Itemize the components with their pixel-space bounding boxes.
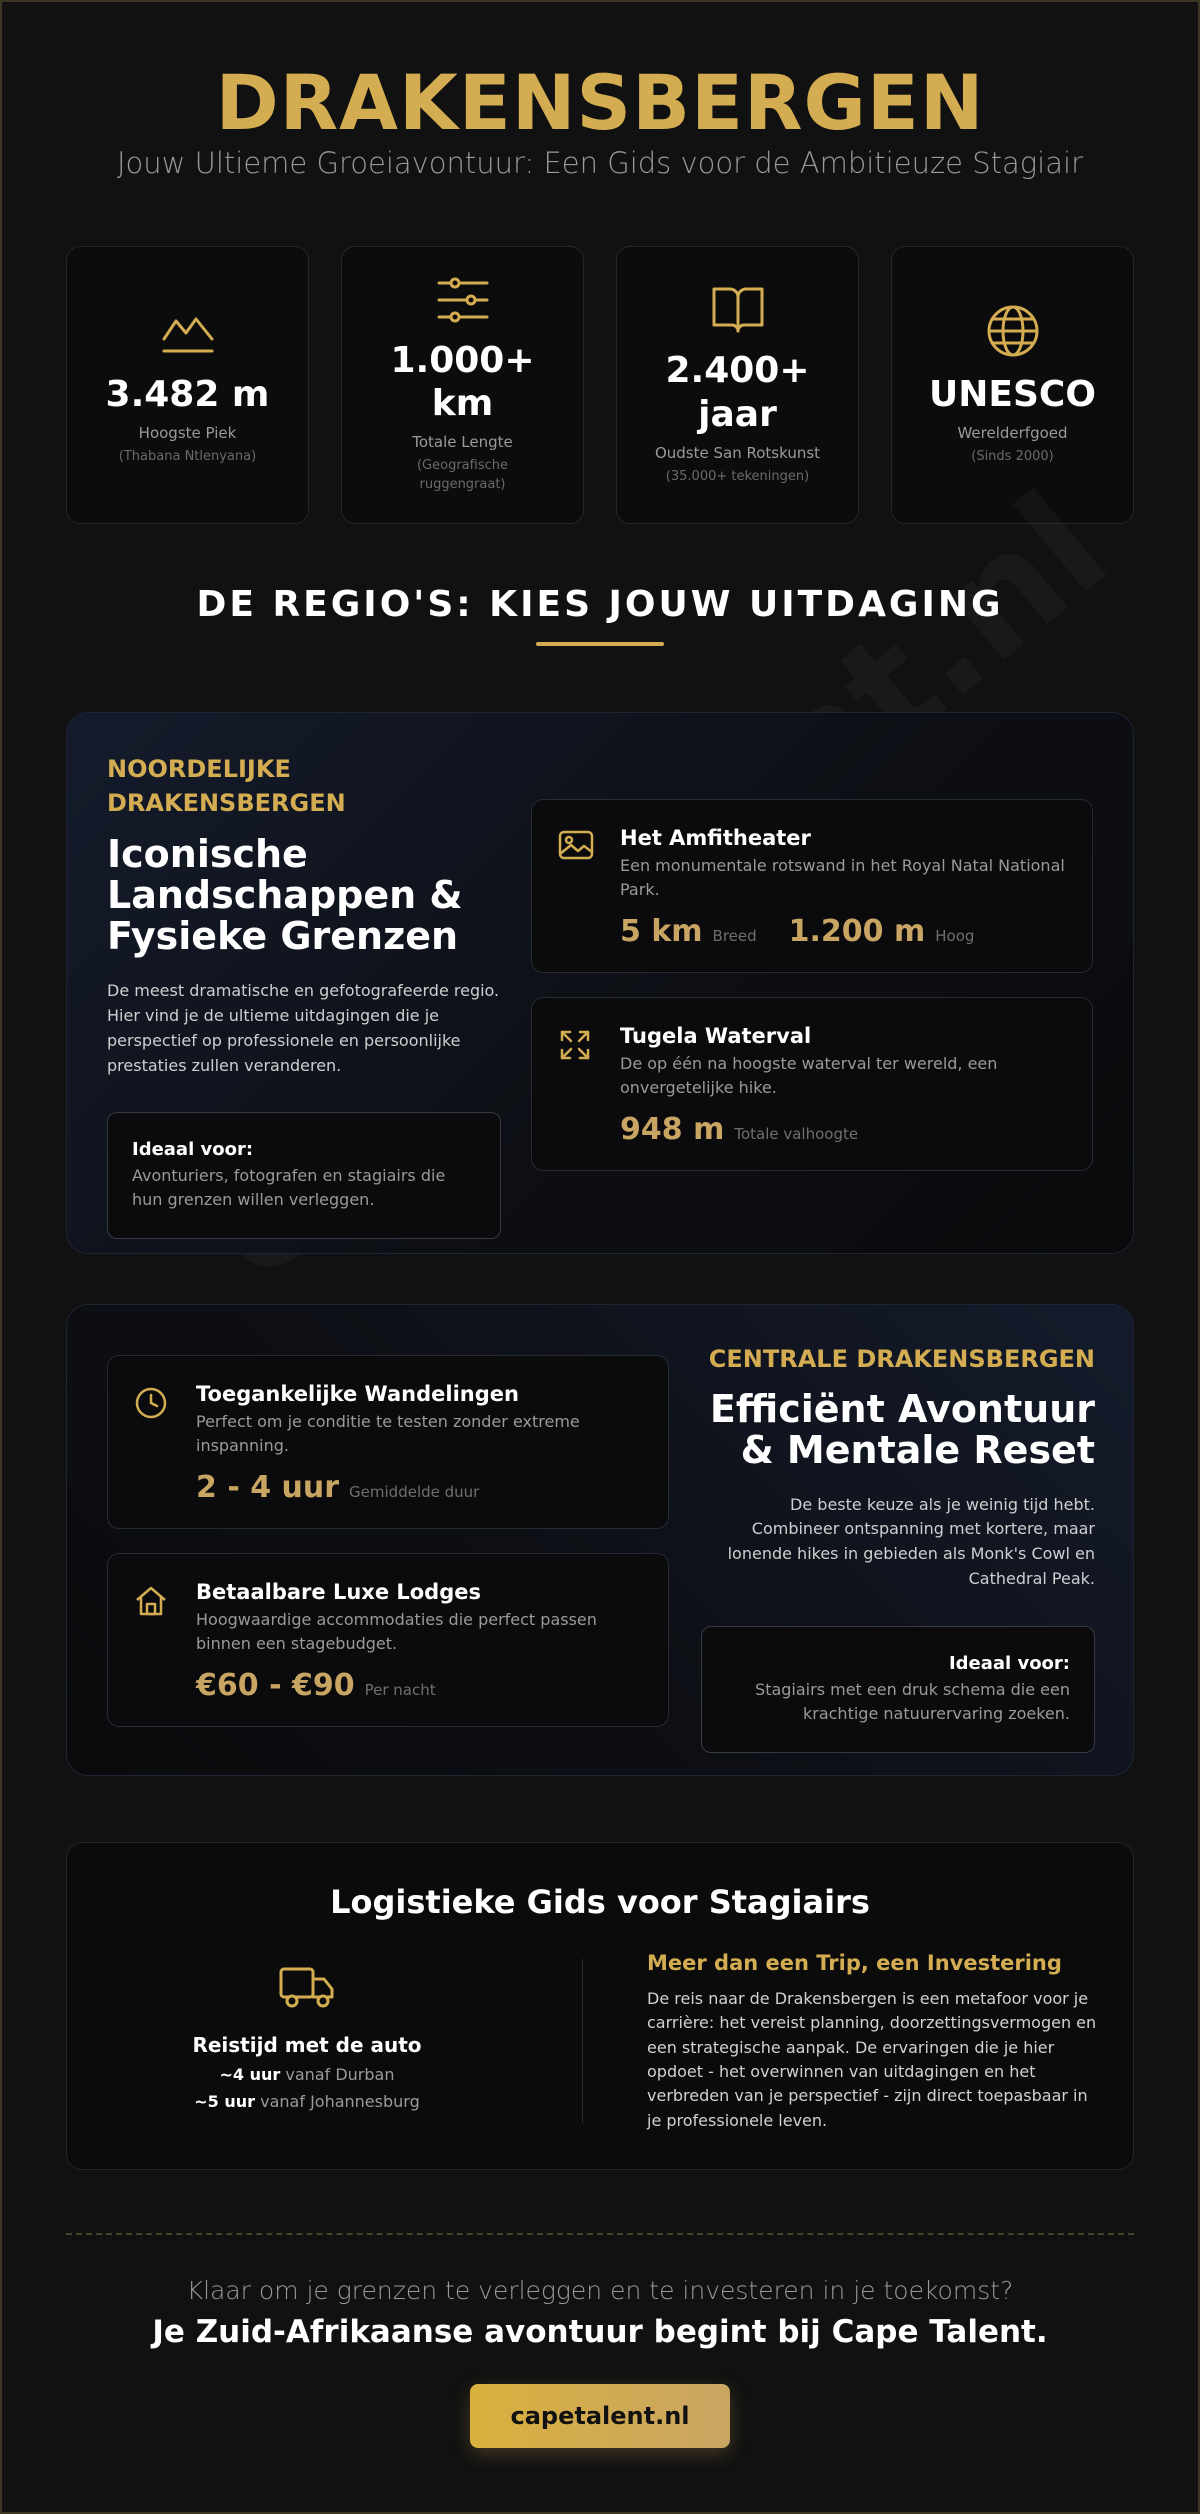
- metric-value: 1.200 m: [788, 914, 926, 949]
- metric-unit: Per nacht: [364, 1681, 436, 1699]
- card-description: Hoogwaardige accommodaties die perfect passen binnen een stagebudget.: [196, 1610, 597, 1653]
- feature-card-amphitheatre: [531, 799, 1093, 973]
- card-metrics: [620, 1112, 1072, 1147]
- card-body: [196, 1580, 648, 1703]
- home-icon: [134, 1584, 168, 1618]
- region-central: [66, 1304, 1134, 1776]
- card-title: Het Amfitheater: [620, 826, 811, 850]
- region-title: Efficiënt Avontuur & Mentale Reset: [709, 1386, 1095, 1472]
- card-metrics: [196, 1668, 648, 1703]
- regions-heading: DE REGIO'S: KIES JOUW UITDAGING: [196, 584, 1004, 625]
- investment-text: De reis naar de Drakensbergen is een metafoor voor je carrière: het vereist planning, doorzettingsvermogen en een strategische aanpak. De ervaringen die je hier opdoet - het overwinnen van uitdagingen en het verbreden van je perspectief - zijn direct toepasbaar in je professionele leven.: [647, 1989, 1097, 2130]
- ideal-for-box: [701, 1626, 1095, 1753]
- card-description: De op één na hoogste waterval ter wereld, een onvergetelijke hike.: [620, 1054, 998, 1097]
- logistics-title: Logistieke Gids voor Stagiairs: [330, 1883, 870, 1921]
- page-title: DRAKENSBERGEN: [215, 58, 985, 147]
- card-description: Perfect om je conditie te testen zonder extreme inspanning.: [196, 1412, 580, 1455]
- stat-value: 3.482 m: [105, 373, 270, 415]
- travel-time-durban: ~4 uur vanaf Durban: [219, 2065, 395, 2084]
- region-description: De meest dramatische en gefotografeerde regio. Hier vind je de ultieme uitdagingen die je perspectief op professionele en persoonlijke prestaties zullen veranderen.: [107, 981, 500, 1075]
- region-eyebrow: NOORDELIJKE DRAKENSBERGEN: [107, 755, 346, 817]
- ideal-for-title: Ideaal voor:: [132, 1139, 254, 1161]
- card-metrics: [620, 914, 1072, 949]
- card-description: Een monumentale rotswand in het Royal Natal National Park.: [620, 856, 1065, 899]
- region-eyebrow: CENTRALE DRAKENSBERGEN: [708, 1345, 1095, 1373]
- stat-note: (Thabana Ntlenyana): [118, 449, 257, 465]
- card-body: [620, 826, 1072, 949]
- clock-icon: [134, 1386, 168, 1420]
- ideal-for-text: Avonturiers, fotografen en stagiairs die hun grenzen willen verleggen.: [132, 1166, 446, 1210]
- metric-unit: Gemiddelde duur: [349, 1483, 480, 1501]
- ideal-for-box: [107, 1112, 501, 1239]
- globe-icon: [985, 303, 1041, 359]
- region-north-text: [107, 753, 501, 1239]
- cta-website-button[interactable]: capetalent.nl: [470, 2384, 730, 2448]
- region-description: De beste keuze als je weinig tijd hebt. Combineer ontspanning met kortere, maar lonende hikes in gebieden als Monk's Cowl en Cathedral Peak.: [727, 1494, 1095, 1589]
- vertical-divider: [582, 1959, 583, 2123]
- dashed-divider: [66, 2233, 1134, 2235]
- region-central-text: [701, 1343, 1095, 1753]
- stat-note: (35.000+ tekeningen): [665, 468, 810, 484]
- card-title: Betaalbare Luxe Lodges: [196, 1580, 481, 1604]
- investment-heading: Meer dan een Trip, een Investering: [647, 1951, 1062, 1975]
- page-subtitle: Jouw Ultieme Groeiavontuur: Een Gids voor de Ambitieuze Stagiair: [117, 146, 1083, 180]
- ideal-for-title: Ideaal voor:: [948, 1652, 1070, 1674]
- travel-info: [127, 1963, 487, 2111]
- feature-card-lodges: [107, 1553, 669, 1727]
- stat-label: Hoogste Piek: [138, 424, 237, 443]
- feature-card-walks: [107, 1355, 669, 1529]
- metric-value: 5 km: [620, 914, 703, 949]
- stat-note: (Sinds 2000): [971, 449, 1054, 465]
- truck-icon: [278, 1963, 336, 2011]
- ideal-for-text: Stagiairs met een druk schema die een krachtige natuurervaring zoeken.: [755, 1679, 1070, 1723]
- investment-info: [647, 1951, 1097, 2133]
- stats-row: [66, 246, 1134, 524]
- book-icon: [710, 283, 766, 335]
- expand-arrows-icon: [558, 1028, 592, 1062]
- image-icon: [558, 830, 594, 860]
- metric-value: 948 m: [620, 1112, 725, 1147]
- stat-label: Oudste San Rotskunst: [654, 443, 821, 462]
- cta-headline: Je Zuid-Afrikaanse avontuur begint bij Cape Talent.: [152, 2314, 1048, 2350]
- travel-title: Reistijd met de auto: [192, 2033, 422, 2057]
- card-metrics: [196, 1470, 648, 1505]
- mountain-icon: [160, 303, 216, 359]
- cta-question: Klaar om je grenzen te verleggen en te investeren in je toekomst?: [186, 2276, 1014, 2305]
- travel-time-johannesburg: ~5 uur vanaf Johannesburg: [194, 2092, 420, 2111]
- metric-value: €60 - €90: [196, 1668, 355, 1703]
- card-body: [196, 1382, 648, 1505]
- card-body: [620, 1024, 1072, 1147]
- region-title: Iconische Landschappen & Fysieke Grenzen: [107, 832, 463, 959]
- metric-unit: Hoog: [935, 927, 975, 945]
- card-title: Tugela Waterval: [620, 1024, 812, 1048]
- stat-value: 1.000+ km: [390, 339, 535, 425]
- stat-value: 2.400+ jaar: [665, 350, 810, 435]
- stat-label: Werelderfgoed: [957, 424, 1068, 443]
- feature-card-tugela: [531, 997, 1093, 1171]
- card-title: Toegankelijke Wandelingen: [196, 1382, 519, 1406]
- metric-unit: Totale valhoogte: [734, 1125, 859, 1143]
- stat-card-length: [341, 246, 584, 524]
- region-north: [66, 712, 1134, 1254]
- metric-unit: Breed: [712, 927, 757, 945]
- heading-underline: [536, 642, 664, 646]
- stat-card-rock-art: [616, 246, 859, 524]
- sliders-icon: [435, 275, 491, 325]
- stat-note: (Geografische ruggengraat): [416, 458, 508, 493]
- stat-label: Totale Lengte: [412, 433, 513, 452]
- stat-value: UNESCO: [929, 373, 1096, 415]
- logistics-panel: [66, 1842, 1134, 2170]
- metric-value: 2 - 4 uur: [196, 1470, 340, 1505]
- stat-card-peak: [66, 246, 309, 524]
